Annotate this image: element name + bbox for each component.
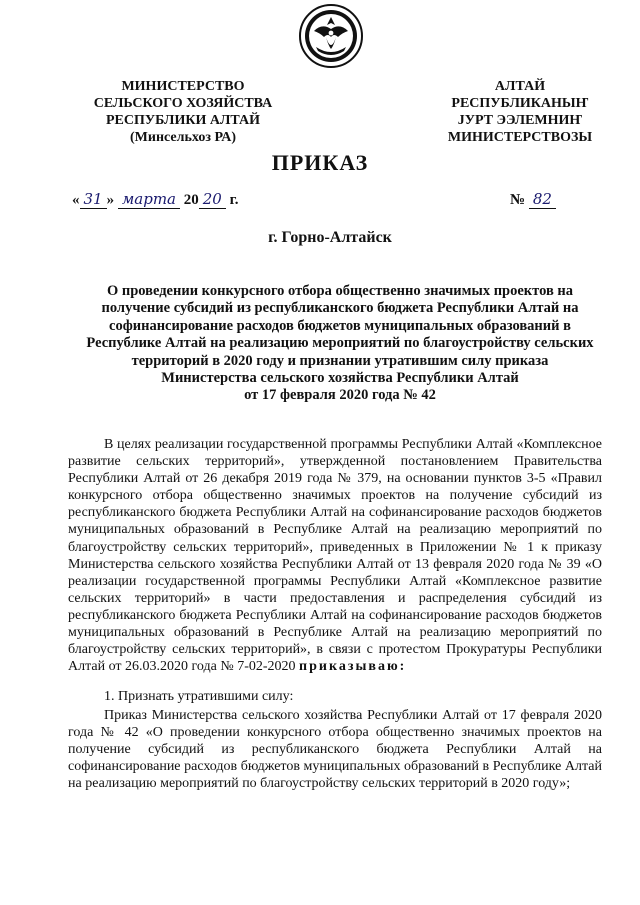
order-word: приказываю: <box>299 659 407 675</box>
date-close-quote: » <box>106 192 115 208</box>
preamble-paragraph <box>68 436 602 675</box>
subject-line: Министерства сельского хозяйства Республики Алтай <box>161 370 519 387</box>
document-date <box>72 190 238 209</box>
date-open-quote: « <box>72 192 80 208</box>
date-year-label: г. <box>229 192 239 208</box>
document-title: ПРИКАЗ <box>271 150 369 175</box>
subject-line: Республике Алтай на реализацию мероприятий по благоустройству сельских <box>86 335 594 352</box>
order-item-1: 1. Признать утратившими силу: <box>104 689 294 704</box>
city-name: г. Горно-Алтайск <box>268 229 392 246</box>
coat-of-arms-icon <box>298 3 364 69</box>
date-month: марта <box>118 190 180 209</box>
repealed-text: Приказ Министерства сельского хозяйства Республики Алтай от 17 февраля 2020 года № 42 «О проведении конкурсного отбора общественно значимых проектов на получение субсидий из республиканского бюджета Республики Алтай на софинансирование расходов бюджетов муниципальных образований в Республике Алтай на реализацию мероприятий по благоустройству сельских территорий в 2020 году»; <box>68 708 602 792</box>
subject-line: получение субсидий из республиканского бюджета Республики Алтай на <box>101 300 579 317</box>
date-year-suffix: 20 <box>199 190 226 209</box>
header-left-line: РЕСПУБЛИКИ АЛТАЙ <box>105 113 261 128</box>
document-number <box>510 190 556 209</box>
ministry-name-russian <box>58 78 308 146</box>
number-value: 82 <box>529 190 556 209</box>
header-right-line: МИНИСТЕРСТВОЗЫ <box>447 130 593 145</box>
header-right-line: ЈУРТ ЭЭЛЕМНИҤ <box>457 113 583 128</box>
ministry-name-altai <box>420 78 620 146</box>
subject-line: территорий в 2020 году и признании утратившим силу приказа <box>131 352 549 369</box>
date-day: 31 <box>80 190 107 209</box>
header-left-line: МИНИСТЕРСТВО <box>121 79 245 94</box>
date-year-prefix: 20 <box>183 192 199 208</box>
subject-line: О проведении конкурсного отбора общественно значимых проектов на <box>106 283 574 299</box>
subject-line: от 17 февраля 2020 года № 42 <box>244 387 436 404</box>
number-label: № <box>510 192 526 208</box>
header-left-line: (Минсельхоз РА) <box>130 130 236 145</box>
header-right-line: РЕСПУБЛИКАНЫҤ <box>451 96 589 111</box>
preamble-text: В целях реализации государственной программы Республики Алтай «Комплексное развитие сельских территорий», утвержденной постановлением Правительства Республики Алтай от 26 декабря 2019 года № 379, на основании пунктов 3-5 «Правил конкурсного отбора общественно значимых проектов на получение субсидий из республиканского бюджета Республики Алтай на софинансирование расходов бюджетов муниципальных образований в Республике Алтай на реализацию мероприятий по благоустройству сельских территорий», приведенных в Приложении № 1 к приказу Министерства сельского хозяйства Республики Алтай от 13 февраля 2020 года № 39 «О реализации государственной программы Республики Алтай «Комплексное развитие сельских территорий» в части предоставления и распределения субсидий из республиканского бюджета Республики Алтай на софинансирование расходов бюджетов муниципальных образований в Республике Алтай на реализацию мероприятий по благоустройству сельских территорий», в связи с протестом Прокуратуры Республики Алтай от 26.03.2020 года № 7-02-2020 <box>68 437 602 675</box>
header-left-line: СЕЛЬСКОГО ХОЗЯЙСТВА <box>93 96 273 111</box>
repealed-order-paragraph <box>68 707 602 792</box>
order-subject <box>64 283 616 405</box>
header-right-line: АЛТАЙ <box>494 79 546 94</box>
subject-line: софинансирование расходов бюджетов муниципальных образований в <box>109 317 571 334</box>
